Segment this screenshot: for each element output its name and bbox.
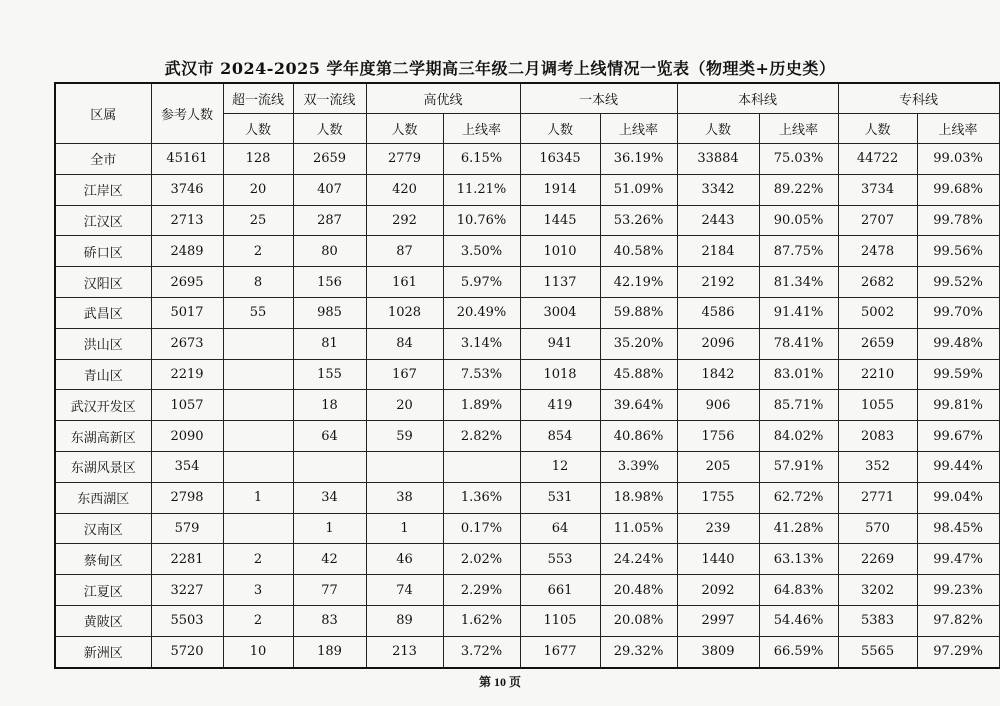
cell-high-quality-rate: 5.97% <box>443 267 520 298</box>
cell-junior-college-rate: 98.45% <box>917 513 999 544</box>
table-row <box>55 267 999 298</box>
cell-super-first-count <box>223 390 293 421</box>
cell-first-tier-count: 854 <box>520 421 600 452</box>
cell-high-quality-count: 46 <box>366 544 443 575</box>
cell-first-tier-count: 1105 <box>520 605 600 636</box>
cell-undergrad-count: 33884 <box>677 144 759 175</box>
cell-junior-college-count: 5565 <box>838 636 917 667</box>
cell-junior-college-rate: 99.23% <box>917 575 999 606</box>
cell-super-first-count <box>223 359 293 390</box>
cell-first-tier-count: 16345 <box>520 144 600 175</box>
header-rate: 上线率 <box>917 114 999 144</box>
cell-high-quality-rate: 3.50% <box>443 236 520 267</box>
table-row <box>55 605 999 636</box>
cell-junior-college-count: 3202 <box>838 575 917 606</box>
cell-high-quality-count: 2779 <box>366 144 443 175</box>
cell-double-first-count: 81 <box>293 328 366 359</box>
cell-super-first-count: 55 <box>223 297 293 328</box>
cell-participants: 2713 <box>151 205 223 236</box>
cell-super-first-count: 2 <box>223 544 293 575</box>
cell-participants: 2695 <box>151 267 223 298</box>
table-row <box>55 513 999 544</box>
cell-region: 新洲区 <box>55 636 151 667</box>
cell-high-quality-count: 87 <box>366 236 443 267</box>
cell-first-tier-rate: 29.32% <box>600 636 677 667</box>
cell-undergrad-count: 2184 <box>677 236 759 267</box>
cell-undergrad-rate: 81.34% <box>759 267 838 298</box>
cell-junior-college-rate: 99.44% <box>917 451 999 482</box>
cell-first-tier-count: 1914 <box>520 174 600 205</box>
cell-double-first-count: 80 <box>293 236 366 267</box>
table-row <box>55 636 999 667</box>
cell-high-quality-rate: 20.49% <box>443 297 520 328</box>
cell-junior-college-count: 2478 <box>838 236 917 267</box>
table-row <box>55 359 999 390</box>
cell-undergrad-count: 1756 <box>677 421 759 452</box>
cell-first-tier-rate: 35.20% <box>600 328 677 359</box>
table-row <box>55 205 999 236</box>
cell-region: 汉阳区 <box>55 267 151 298</box>
cell-region: 青山区 <box>55 359 151 390</box>
cell-high-quality-rate <box>443 451 520 482</box>
header-count: 人数 <box>223 114 293 144</box>
cell-high-quality-rate: 1.62% <box>443 605 520 636</box>
cell-undergrad-count: 3809 <box>677 636 759 667</box>
cell-super-first-count <box>223 513 293 544</box>
cell-undergrad-rate: 91.41% <box>759 297 838 328</box>
cell-double-first-count: 34 <box>293 482 366 513</box>
cell-region: 江汉区 <box>55 205 151 236</box>
cell-participants: 2281 <box>151 544 223 575</box>
cell-double-first-count <box>293 451 366 482</box>
cell-undergrad-rate: 78.41% <box>759 328 838 359</box>
cell-junior-college-rate: 99.78% <box>917 205 999 236</box>
cell-high-quality-rate: 1.36% <box>443 482 520 513</box>
cell-participants: 579 <box>151 513 223 544</box>
cell-region: 蔡甸区 <box>55 544 151 575</box>
cell-junior-college-count: 2771 <box>838 482 917 513</box>
cell-undergrad-rate: 83.01% <box>759 359 838 390</box>
cell-high-quality-rate: 11.21% <box>443 174 520 205</box>
table-row <box>55 236 999 267</box>
cell-participants: 2673 <box>151 328 223 359</box>
cell-undergrad-rate: 85.71% <box>759 390 838 421</box>
cell-high-quality-rate: 6.15% <box>443 144 520 175</box>
header-rate: 上线率 <box>600 114 677 144</box>
header-count: 人数 <box>293 114 366 144</box>
cell-first-tier-rate: 40.58% <box>600 236 677 267</box>
cell-first-tier-count: 64 <box>520 513 600 544</box>
cell-first-tier-rate: 45.88% <box>600 359 677 390</box>
cell-undergrad-count: 3342 <box>677 174 759 205</box>
cell-participants: 3227 <box>151 575 223 606</box>
header-junior-college-line: 专科线 <box>838 83 999 114</box>
cell-undergrad-count: 1440 <box>677 544 759 575</box>
header-super-first-class: 超一流线 <box>223 83 293 114</box>
cell-high-quality-rate: 3.72% <box>443 636 520 667</box>
cell-double-first-count: 985 <box>293 297 366 328</box>
cell-high-quality-count: 1 <box>366 513 443 544</box>
cell-double-first-count: 2659 <box>293 144 366 175</box>
cell-undergrad-rate: 84.02% <box>759 421 838 452</box>
page-number: 第 10 页 <box>478 675 521 689</box>
table-row <box>55 390 999 421</box>
cell-first-tier-rate: 3.39% <box>600 451 677 482</box>
cell-region: 江夏区 <box>55 575 151 606</box>
cell-high-quality-count: 167 <box>366 359 443 390</box>
cell-undergrad-count: 2443 <box>677 205 759 236</box>
cell-double-first-count: 64 <box>293 421 366 452</box>
cell-first-tier-rate: 42.19% <box>600 267 677 298</box>
table-row <box>55 297 999 328</box>
cell-double-first-count: 287 <box>293 205 366 236</box>
cell-region: 东西湖区 <box>55 482 151 513</box>
cell-undergrad-count: 2192 <box>677 267 759 298</box>
cell-high-quality-count: 89 <box>366 605 443 636</box>
cell-region: 全市 <box>55 144 151 175</box>
cell-junior-college-rate: 99.67% <box>917 421 999 452</box>
cell-super-first-count: 2 <box>223 236 293 267</box>
cell-junior-college-rate: 99.52% <box>917 267 999 298</box>
header-undergraduate-line: 本科线 <box>677 83 838 114</box>
cell-participants: 3746 <box>151 174 223 205</box>
cell-double-first-count: 42 <box>293 544 366 575</box>
cell-junior-college-rate: 99.47% <box>917 544 999 575</box>
cell-junior-college-count: 5383 <box>838 605 917 636</box>
cell-junior-college-count: 570 <box>838 513 917 544</box>
table-row <box>55 575 999 606</box>
cell-junior-college-count: 1055 <box>838 390 917 421</box>
cell-super-first-count: 20 <box>223 174 293 205</box>
cell-first-tier-count: 531 <box>520 482 600 513</box>
header-count: 人数 <box>838 114 917 144</box>
cell-region: 江岸区 <box>55 174 151 205</box>
cell-high-quality-count: 74 <box>366 575 443 606</box>
cell-region: 东湖高新区 <box>55 421 151 452</box>
cell-region: 汉南区 <box>55 513 151 544</box>
cell-region: 武汉开发区 <box>55 390 151 421</box>
cell-undergrad-count: 1755 <box>677 482 759 513</box>
cell-region: 硚口区 <box>55 236 151 267</box>
cell-undergrad-count: 2997 <box>677 605 759 636</box>
cell-participants: 5720 <box>151 636 223 667</box>
cell-high-quality-count: 38 <box>366 482 443 513</box>
cell-participants: 5017 <box>151 297 223 328</box>
table-body <box>55 144 999 668</box>
cell-double-first-count: 155 <box>293 359 366 390</box>
cell-super-first-count: 10 <box>223 636 293 667</box>
cell-first-tier-count: 12 <box>520 451 600 482</box>
cell-participants: 2489 <box>151 236 223 267</box>
cell-junior-college-count: 3734 <box>838 174 917 205</box>
cell-first-tier-rate: 18.98% <box>600 482 677 513</box>
cell-super-first-count: 8 <box>223 267 293 298</box>
cell-undergrad-rate: 54.46% <box>759 605 838 636</box>
header-count: 人数 <box>520 114 600 144</box>
cell-region: 东湖风景区 <box>55 451 151 482</box>
cell-undergrad-rate: 89.22% <box>759 174 838 205</box>
cell-high-quality-rate: 2.29% <box>443 575 520 606</box>
cell-first-tier-rate: 53.26% <box>600 205 677 236</box>
header-high-quality-line: 高优线 <box>366 83 520 114</box>
cell-undergrad-count: 4586 <box>677 297 759 328</box>
cell-first-tier-rate: 39.64% <box>600 390 677 421</box>
cell-undergrad-rate: 64.83% <box>759 575 838 606</box>
cell-participants: 2090 <box>151 421 223 452</box>
table-row <box>55 451 999 482</box>
cell-high-quality-rate: 3.14% <box>443 328 520 359</box>
cell-junior-college-rate: 99.03% <box>917 144 999 175</box>
cell-undergrad-rate: 62.72% <box>759 482 838 513</box>
cell-junior-college-count: 2707 <box>838 205 917 236</box>
cell-undergrad-rate: 57.91% <box>759 451 838 482</box>
cell-super-first-count: 3 <box>223 575 293 606</box>
cell-region: 武昌区 <box>55 297 151 328</box>
cell-junior-college-count: 2269 <box>838 544 917 575</box>
header-first-tier-line: 一本线 <box>520 83 677 114</box>
cell-double-first-count: 77 <box>293 575 366 606</box>
cell-first-tier-count: 553 <box>520 544 600 575</box>
cell-junior-college-count: 2659 <box>838 328 917 359</box>
header-region: 区属 <box>55 83 151 144</box>
table-row <box>55 174 999 205</box>
cell-high-quality-rate: 2.82% <box>443 421 520 452</box>
cell-first-tier-count: 419 <box>520 390 600 421</box>
table-row <box>55 144 999 175</box>
cell-high-quality-count: 20 <box>366 390 443 421</box>
header-rate: 上线率 <box>759 114 838 144</box>
cell-undergrad-rate: 66.59% <box>759 636 838 667</box>
cell-junior-college-count: 352 <box>838 451 917 482</box>
cell-high-quality-count: 420 <box>366 174 443 205</box>
cell-undergrad-count: 906 <box>677 390 759 421</box>
cell-junior-college-rate: 99.04% <box>917 482 999 513</box>
cell-high-quality-rate: 10.76% <box>443 205 520 236</box>
cell-first-tier-count: 1677 <box>520 636 600 667</box>
cell-first-tier-count: 3004 <box>520 297 600 328</box>
cell-junior-college-rate: 97.82% <box>917 605 999 636</box>
cell-participants: 45161 <box>151 144 223 175</box>
header-count: 人数 <box>677 114 759 144</box>
cell-first-tier-rate: 40.86% <box>600 421 677 452</box>
table-row <box>55 544 999 575</box>
header-row-groups <box>55 83 999 114</box>
cell-super-first-count <box>223 328 293 359</box>
cell-participants: 5503 <box>151 605 223 636</box>
cell-undergrad-count: 239 <box>677 513 759 544</box>
cell-junior-college-rate: 97.29% <box>917 636 999 667</box>
page-title: 武汉市 2024-2025 学年度第二学期高三年级二月调考上线情况一览表（物理类+历史类） <box>164 59 836 78</box>
cell-high-quality-rate: 7.53% <box>443 359 520 390</box>
cell-junior-college-rate: 99.56% <box>917 236 999 267</box>
cell-high-quality-count: 59 <box>366 421 443 452</box>
cell-undergrad-count: 205 <box>677 451 759 482</box>
cell-junior-college-rate: 99.59% <box>917 359 999 390</box>
cell-super-first-count: 128 <box>223 144 293 175</box>
cell-junior-college-count: 2210 <box>838 359 917 390</box>
cell-super-first-count: 1 <box>223 482 293 513</box>
cell-junior-college-rate: 99.68% <box>917 174 999 205</box>
cell-undergrad-rate: 90.05% <box>759 205 838 236</box>
cell-high-quality-rate: 0.17% <box>443 513 520 544</box>
cell-high-quality-count: 1028 <box>366 297 443 328</box>
cell-undergrad-count: 2096 <box>677 328 759 359</box>
cell-participants: 2798 <box>151 482 223 513</box>
cell-junior-college-count: 2682 <box>838 267 917 298</box>
cell-undergrad-rate: 87.75% <box>759 236 838 267</box>
cell-first-tier-rate: 24.24% <box>600 544 677 575</box>
header-count: 人数 <box>366 114 443 144</box>
cell-first-tier-rate: 59.88% <box>600 297 677 328</box>
cell-super-first-count <box>223 451 293 482</box>
cell-junior-college-rate: 99.48% <box>917 328 999 359</box>
cell-participants: 354 <box>151 451 223 482</box>
cell-high-quality-count: 84 <box>366 328 443 359</box>
cell-high-quality-rate: 1.89% <box>443 390 520 421</box>
cell-first-tier-rate: 20.08% <box>600 605 677 636</box>
cell-first-tier-count: 1137 <box>520 267 600 298</box>
cell-super-first-count: 2 <box>223 605 293 636</box>
cell-region: 黄陂区 <box>55 605 151 636</box>
cell-first-tier-rate: 20.48% <box>600 575 677 606</box>
cell-undergrad-rate: 75.03% <box>759 144 838 175</box>
cell-junior-college-count: 5002 <box>838 297 917 328</box>
cell-junior-college-rate: 99.70% <box>917 297 999 328</box>
cell-double-first-count: 156 <box>293 267 366 298</box>
cell-participants: 2219 <box>151 359 223 390</box>
header-participants: 参考人数 <box>151 83 223 144</box>
header-double-first-class: 双一流线 <box>293 83 366 114</box>
cell-undergrad-count: 1842 <box>677 359 759 390</box>
cell-junior-college-rate: 99.81% <box>917 390 999 421</box>
cell-junior-college-count: 44722 <box>838 144 917 175</box>
cell-double-first-count: 189 <box>293 636 366 667</box>
table-row <box>55 482 999 513</box>
cell-double-first-count: 407 <box>293 174 366 205</box>
cell-super-first-count: 25 <box>223 205 293 236</box>
cell-participants: 1057 <box>151 390 223 421</box>
cell-high-quality-count: 213 <box>366 636 443 667</box>
cell-first-tier-count: 941 <box>520 328 600 359</box>
cell-first-tier-count: 1010 <box>520 236 600 267</box>
cell-first-tier-rate: 51.09% <box>600 174 677 205</box>
table-row <box>55 328 999 359</box>
cell-undergrad-rate: 41.28% <box>759 513 838 544</box>
cell-first-tier-count: 661 <box>520 575 600 606</box>
cell-first-tier-rate: 36.19% <box>600 144 677 175</box>
cell-high-quality-count <box>366 451 443 482</box>
cell-high-quality-rate: 2.02% <box>443 544 520 575</box>
header-rate: 上线率 <box>443 114 520 144</box>
cell-high-quality-count: 161 <box>366 267 443 298</box>
cell-region: 洪山区 <box>55 328 151 359</box>
results-table <box>54 82 1000 669</box>
cell-first-tier-count: 1445 <box>520 205 600 236</box>
cell-first-tier-count: 1018 <box>520 359 600 390</box>
table-row <box>55 421 999 452</box>
cell-super-first-count <box>223 421 293 452</box>
cell-undergrad-count: 2092 <box>677 575 759 606</box>
cell-high-quality-count: 292 <box>366 205 443 236</box>
cell-first-tier-rate: 11.05% <box>600 513 677 544</box>
cell-double-first-count: 18 <box>293 390 366 421</box>
cell-double-first-count: 1 <box>293 513 366 544</box>
cell-junior-college-count: 2083 <box>838 421 917 452</box>
cell-undergrad-rate: 63.13% <box>759 544 838 575</box>
cell-double-first-count: 83 <box>293 605 366 636</box>
